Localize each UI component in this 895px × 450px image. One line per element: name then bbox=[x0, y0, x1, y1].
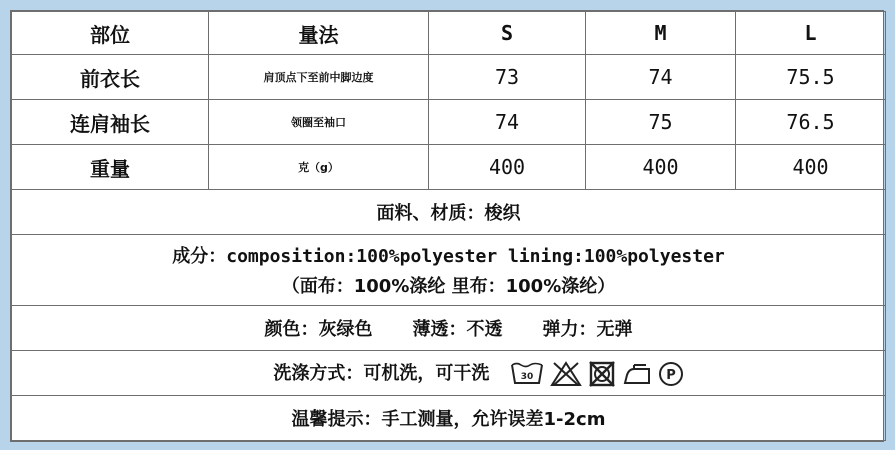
size-table bbox=[11, 11, 886, 441]
cell-value-m: 75 bbox=[586, 100, 736, 145]
row-method: 克（g） bbox=[209, 145, 429, 190]
attributes-row bbox=[12, 305, 886, 350]
header-part: 部位 bbox=[12, 12, 209, 55]
header-method: 量法 bbox=[209, 12, 429, 55]
no-bleach-icon bbox=[550, 361, 582, 387]
dry-clean-p-icon bbox=[658, 361, 684, 387]
row-part: 重量 bbox=[12, 145, 209, 190]
cell-value-l: 76.5 bbox=[736, 100, 886, 145]
header-size-l: L bbox=[736, 12, 886, 55]
composition-cell bbox=[12, 235, 886, 305]
fabric-row bbox=[12, 190, 886, 235]
cell-value-s: 73 bbox=[429, 55, 586, 100]
iron-icon bbox=[622, 361, 652, 387]
table-row bbox=[12, 145, 886, 190]
row-method: 肩顶点下至前中脚边度 bbox=[209, 55, 429, 100]
cell-value-s: 400 bbox=[429, 145, 586, 190]
cell-value-s: 74 bbox=[429, 100, 586, 145]
row-part: 前衣长 bbox=[12, 55, 209, 100]
care-row bbox=[12, 350, 886, 395]
size-chart bbox=[10, 10, 884, 442]
composition-line-2: （面布：100%涤纶 里布：100%涤纶） bbox=[281, 276, 616, 298]
cell-value-l: 400 bbox=[736, 145, 886, 190]
composition-row bbox=[12, 235, 886, 305]
cell-value-m: 74 bbox=[586, 55, 736, 100]
composition-line-1: 成分：composition:100%polyester lining:100%polyester bbox=[172, 246, 725, 268]
transparency-text: 薄透：不透 bbox=[412, 318, 503, 340]
wash-30-icon bbox=[510, 361, 544, 387]
row-method: 领圈至袖口 bbox=[209, 100, 429, 145]
wash-temp-label: 30 bbox=[520, 371, 533, 382]
note-row bbox=[12, 395, 886, 440]
cell-value-m: 400 bbox=[586, 145, 736, 190]
row-part: 连肩袖长 bbox=[12, 100, 209, 145]
no-tumble-dry-icon bbox=[588, 361, 616, 387]
dryclean-letter: P bbox=[665, 367, 676, 383]
header-size-s: S bbox=[429, 12, 586, 55]
header-row bbox=[12, 12, 886, 55]
header-size-m: M bbox=[586, 12, 736, 55]
care-cell bbox=[12, 350, 886, 395]
elasticity-text: 弹力：无弹 bbox=[542, 318, 633, 340]
care-label: 洗涤方式：可机洗，可干洗 bbox=[273, 362, 490, 384]
color-text: 颜色：灰绿色 bbox=[264, 318, 373, 340]
fabric-text: 面料、材质：梭织 bbox=[12, 190, 886, 235]
table-row bbox=[12, 55, 886, 100]
table-row bbox=[12, 100, 886, 145]
cell-value-l: 75.5 bbox=[736, 55, 886, 100]
attributes-cell bbox=[12, 305, 886, 350]
note-text: 温馨提示：手工测量，允许误差1-2cm bbox=[12, 395, 886, 440]
care-icons bbox=[510, 361, 684, 387]
